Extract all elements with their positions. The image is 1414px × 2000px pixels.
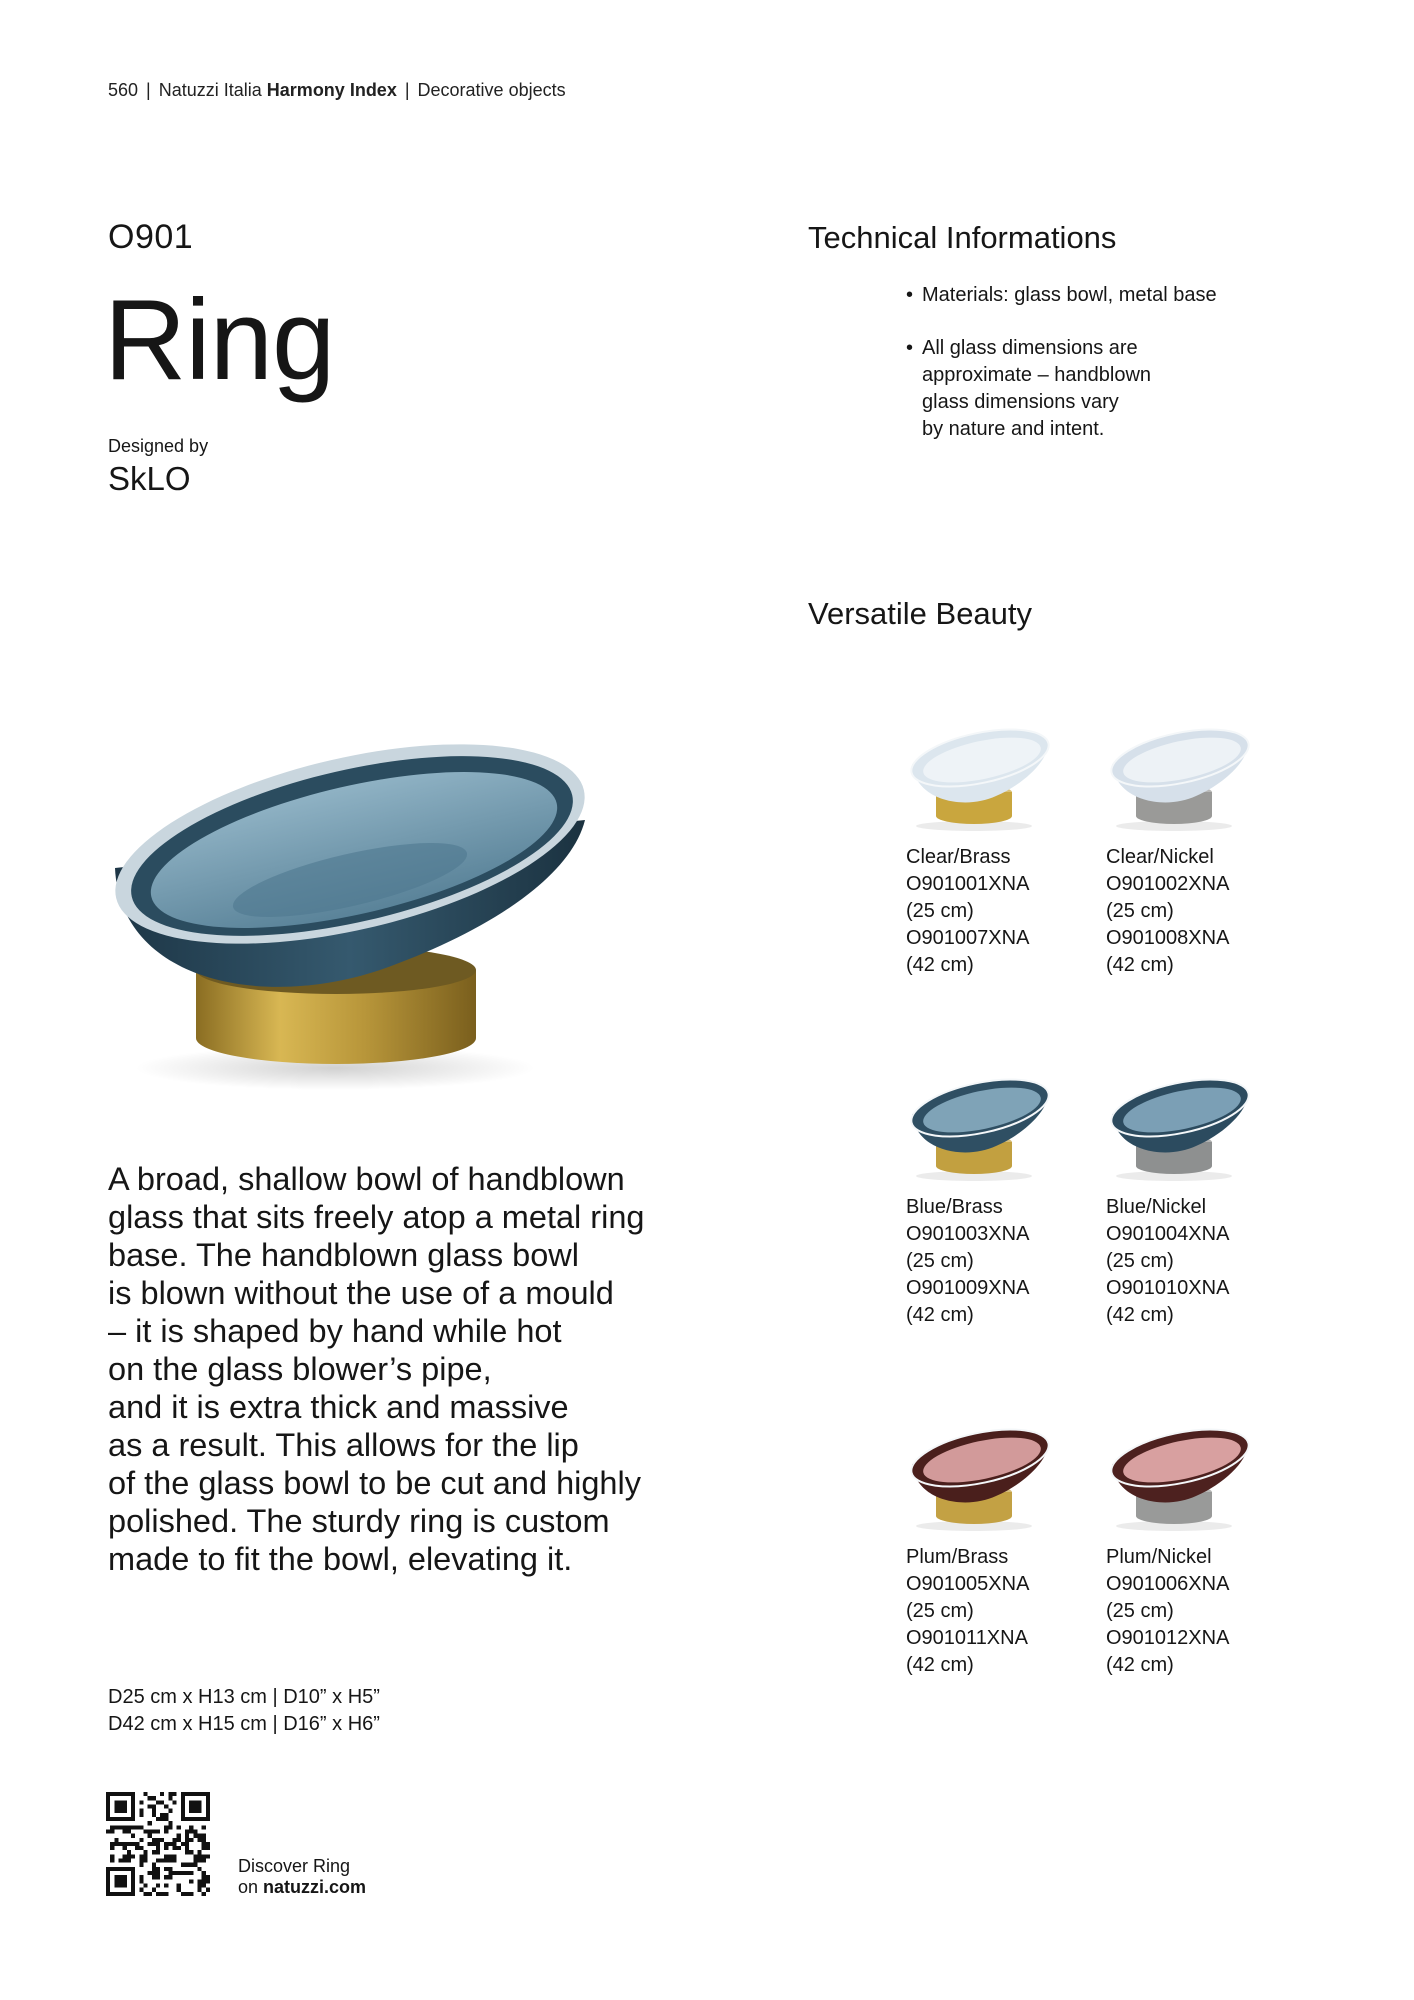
variant-size: (42 cm): [1106, 1304, 1174, 1326]
website-link[interactable]: natuzzi.com: [263, 1877, 367, 1897]
product-code: O901: [108, 218, 194, 256]
product-description: [108, 1160, 698, 1578]
variant-plum-nickel: [1106, 1422, 1296, 1679]
variant-code: O901002XNA: [1106, 873, 1230, 895]
variant-code: O901005XNA: [906, 1573, 1030, 1595]
dimension-line: D42 cm x H15 cm | D16” x H6”: [108, 1713, 380, 1735]
variant-name: Plum/Nickel: [1106, 1546, 1212, 1568]
dimension-line: D25 cm x H13 cm | D10” x H5”: [108, 1686, 380, 1708]
description-line: glass that sits freely atop a metal ring: [108, 1199, 645, 1235]
page-number: 560: [108, 80, 139, 100]
hero-bowl-image: [100, 720, 600, 1100]
variant-size: (25 cm): [906, 900, 974, 922]
variant-size: (42 cm): [1106, 954, 1174, 976]
qr-code-icon[interactable]: [106, 1792, 210, 1896]
variant-code: O901011XNA: [906, 1627, 1028, 1649]
technical-item: • Materials: glass bowl, metal base: [906, 282, 1286, 309]
description-line: and it is extra thick and massive: [108, 1389, 569, 1425]
discover-link[interactable]: [238, 1856, 366, 1898]
variant-name: Blue/Brass: [906, 1196, 1003, 1218]
technical-heading: Technical Informations: [808, 220, 1117, 255]
technical-item: • All glass dimensions are approximate – handblown glass dimensions vary by nature and intent.: [906, 335, 1286, 443]
variant-bowl-image: [906, 1072, 1056, 1182]
variant-name: Clear/Brass: [906, 846, 1011, 868]
variant-size: (42 cm): [1106, 1654, 1174, 1676]
variant-blue-brass: [906, 1072, 1096, 1329]
variant-size: (25 cm): [906, 1250, 974, 1272]
variant-code: O901010XNA: [1106, 1277, 1230, 1299]
variant-code: O901001XNA: [906, 873, 1030, 895]
variant-code: O901007XNA: [906, 927, 1030, 949]
designed-by-label: Designed by: [108, 436, 209, 456]
variant-code: O901006XNA: [1106, 1573, 1230, 1595]
variant-bowl-image: [1106, 1422, 1256, 1532]
variant-size: (42 cm): [906, 1304, 974, 1326]
variant-bowl-image: [906, 1422, 1056, 1532]
variant-name: Blue/Nickel: [1106, 1196, 1207, 1218]
description-line: as a result. This allows for the lip: [108, 1427, 579, 1463]
description-line: on the glass blower’s pipe,: [108, 1351, 492, 1387]
variant-size: (25 cm): [1106, 1250, 1174, 1272]
variant-size: (25 cm): [906, 1600, 974, 1622]
variant-name: Plum/Brass: [906, 1546, 1009, 1568]
variant-size: (42 cm): [906, 954, 974, 976]
variant-size: (25 cm): [1106, 900, 1174, 922]
variant-code: O901009XNA: [906, 1277, 1030, 1299]
variant-bowl-image: [1106, 722, 1256, 832]
description-line: of the glass bowl to be cut and highly: [108, 1465, 641, 1501]
variant-code: O901012XNA: [1106, 1627, 1230, 1649]
variant-size: (25 cm): [1106, 1600, 1174, 1622]
variant-bowl-image: [1106, 1072, 1256, 1182]
variant-plum-brass: [906, 1422, 1096, 1679]
section-name: Decorative objects: [417, 80, 566, 100]
variant-bowl-image: [906, 722, 1056, 832]
brand-name: Natuzzi Italia: [158, 80, 262, 100]
variant-blue-nickel: [1106, 1072, 1296, 1329]
description-line: polished. The sturdy ring is custom: [108, 1503, 610, 1539]
designer-name: SkLO: [108, 460, 191, 497]
variant-clear-brass: [906, 722, 1096, 979]
description-line: – it is shaped by hand while hot: [108, 1313, 562, 1349]
variant-clear-nickel: [1106, 722, 1296, 979]
index-name: Harmony Index: [266, 80, 397, 100]
variant-size: (42 cm): [906, 1654, 974, 1676]
discover-label: Discover Ring: [238, 1856, 351, 1876]
description-line: base. The handblown glass bowl: [108, 1237, 579, 1273]
versatile-heading: Versatile Beauty: [808, 596, 1033, 631]
variant-name: Clear/Nickel: [1106, 846, 1214, 868]
description-line: A broad, shallow bowl of handblown: [108, 1161, 625, 1197]
page-header: 560 | Natuzzi Italia Harmony Index | Decorative objects: [108, 80, 566, 100]
variant-code: O901003XNA: [906, 1223, 1030, 1245]
dimensions: [108, 1684, 380, 1738]
variant-code: O901008XNA: [1106, 927, 1230, 949]
product-title: Ring: [104, 277, 335, 404]
variant-code: O901004XNA: [1106, 1223, 1230, 1245]
description-line: made to fit the bowl, elevating it.: [108, 1541, 573, 1577]
technical-list: [906, 282, 1286, 469]
discover-prefix: on: [238, 1877, 259, 1897]
description-line: is blown without the use of a mould: [108, 1275, 614, 1311]
